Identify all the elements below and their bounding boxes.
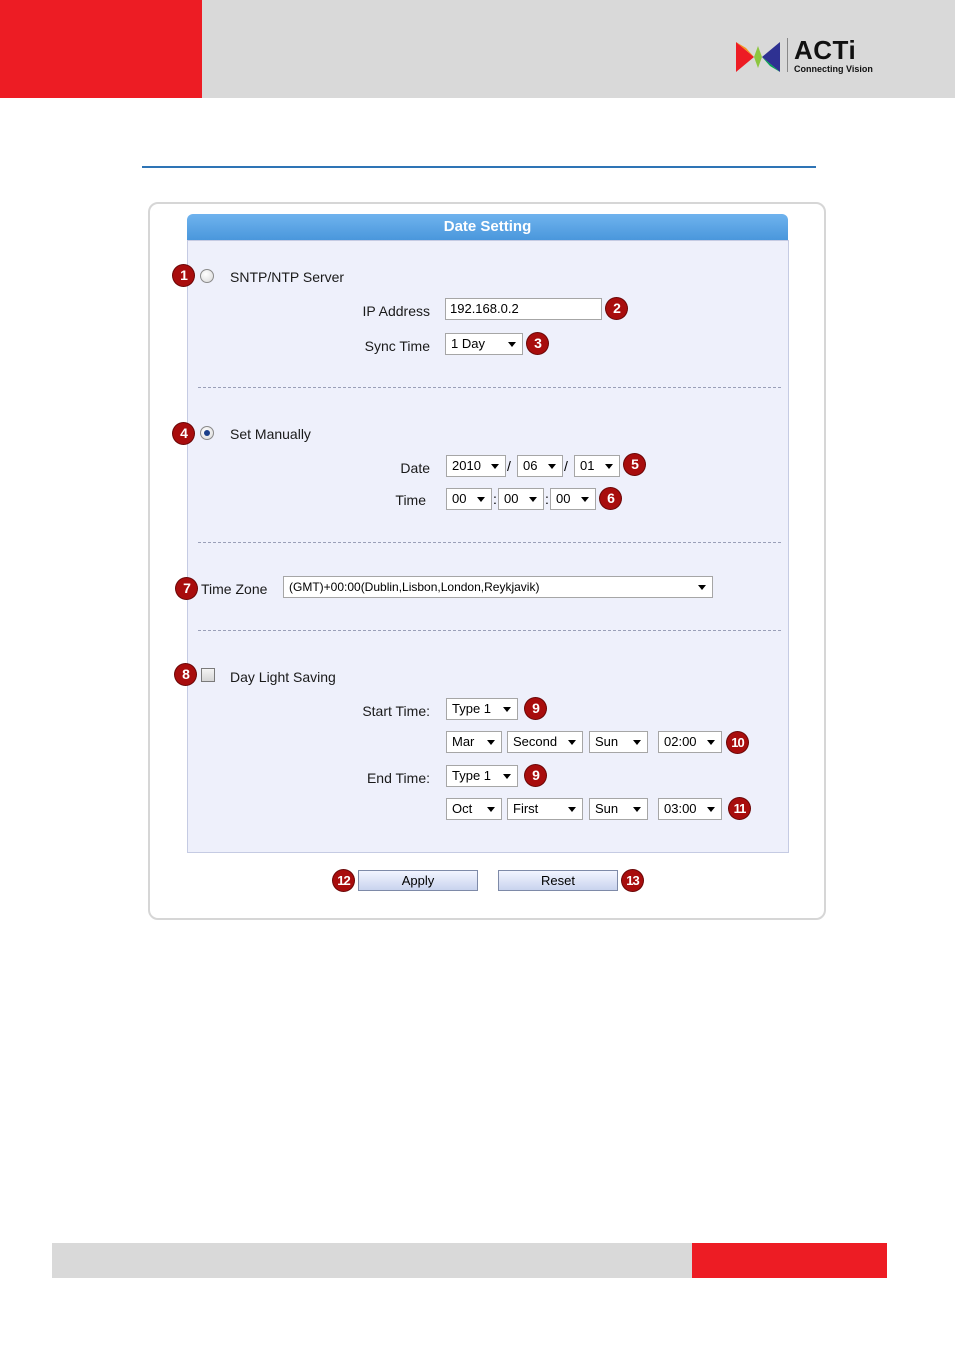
callout-9: 9 bbox=[525, 765, 546, 786]
start-day-select[interactable]: Sun bbox=[589, 731, 648, 753]
logo-tagline: Connecting Vision bbox=[794, 64, 873, 74]
end-time-label: End Time: bbox=[366, 770, 430, 786]
start-type-select[interactable]: Type 1 bbox=[446, 698, 518, 720]
date-separator: / bbox=[507, 458, 511, 474]
sntp-label: SNTP/NTP Server bbox=[230, 269, 345, 285]
start-clock-select[interactable]: 02:00 bbox=[658, 731, 722, 753]
ip-address-label: IP Address bbox=[362, 303, 430, 319]
callout-8: 8 bbox=[175, 664, 196, 685]
time-separator: : bbox=[545, 491, 549, 507]
callout-10: 10 bbox=[727, 732, 748, 753]
callout-9: 9 bbox=[525, 698, 546, 719]
time-zone-select[interactable]: (GMT)+00:00(Dublin,Lisbon,London,Reykjavik) bbox=[283, 576, 713, 598]
acti-logo bbox=[734, 36, 874, 78]
acti-logo-icon bbox=[734, 38, 784, 76]
sync-time-select[interactable]: 1 Day bbox=[445, 333, 523, 355]
set-manually-label: Set Manually bbox=[230, 426, 311, 442]
callout-4: 4 bbox=[173, 423, 194, 444]
footer-gray-bar bbox=[52, 1243, 692, 1278]
date-setting-panel bbox=[187, 240, 789, 853]
month-select[interactable]: 06 bbox=[517, 455, 563, 477]
time-separator: : bbox=[493, 491, 497, 507]
callout-5: 5 bbox=[624, 454, 645, 475]
header-red-block bbox=[0, 0, 202, 98]
set-manually-radio[interactable] bbox=[200, 426, 214, 440]
day-light-saving-label: Day Light Saving bbox=[230, 669, 336, 685]
end-week-select[interactable]: First bbox=[507, 798, 583, 820]
section-divider bbox=[198, 542, 781, 543]
end-day-select[interactable]: Sun bbox=[589, 798, 648, 820]
callout-12: 12 bbox=[333, 870, 354, 891]
callout-6: 6 bbox=[600, 488, 621, 509]
minute-select[interactable]: 00 bbox=[498, 488, 544, 510]
end-clock-select[interactable]: 03:00 bbox=[658, 798, 722, 820]
start-time-label: Start Time: bbox=[362, 703, 430, 719]
panel-title: Date Setting bbox=[187, 214, 788, 240]
day-select[interactable]: 01 bbox=[574, 455, 620, 477]
logo-divider bbox=[787, 38, 788, 72]
callout-13: 13 bbox=[622, 870, 643, 891]
time-zone-label: Time Zone bbox=[201, 581, 268, 597]
callout-1: 1 bbox=[173, 265, 194, 286]
ip-address-input[interactable]: 192.168.0.2 bbox=[445, 298, 602, 320]
day-light-saving-checkbox[interactable] bbox=[201, 668, 215, 682]
reset-button[interactable]: Reset bbox=[498, 870, 618, 891]
section-divider bbox=[198, 387, 781, 388]
start-month-select[interactable]: Mar bbox=[446, 731, 502, 753]
start-week-select[interactable]: Second bbox=[507, 731, 583, 753]
hour-select[interactable]: 00 bbox=[446, 488, 492, 510]
callout-7: 7 bbox=[176, 578, 197, 599]
date-separator: / bbox=[564, 458, 568, 474]
second-select[interactable]: 00 bbox=[550, 488, 596, 510]
sntp-radio[interactable] bbox=[200, 269, 214, 283]
year-select[interactable]: 2010 bbox=[446, 455, 506, 477]
header-rule bbox=[142, 166, 816, 168]
section-divider bbox=[198, 630, 781, 631]
time-label: Time bbox=[395, 492, 426, 508]
end-month-select[interactable]: Oct bbox=[446, 798, 502, 820]
sync-time-label: Sync Time bbox=[364, 338, 430, 354]
date-label: Date bbox=[400, 460, 430, 476]
callout-11: 11 bbox=[729, 798, 750, 819]
callout-3: 3 bbox=[527, 333, 548, 354]
footer-red-block bbox=[692, 1243, 887, 1278]
callout-2: 2 bbox=[606, 298, 627, 319]
logo-brand: ACTi bbox=[794, 35, 857, 65]
end-type-select[interactable]: Type 1 bbox=[446, 765, 518, 787]
apply-button[interactable]: Apply bbox=[358, 870, 478, 891]
